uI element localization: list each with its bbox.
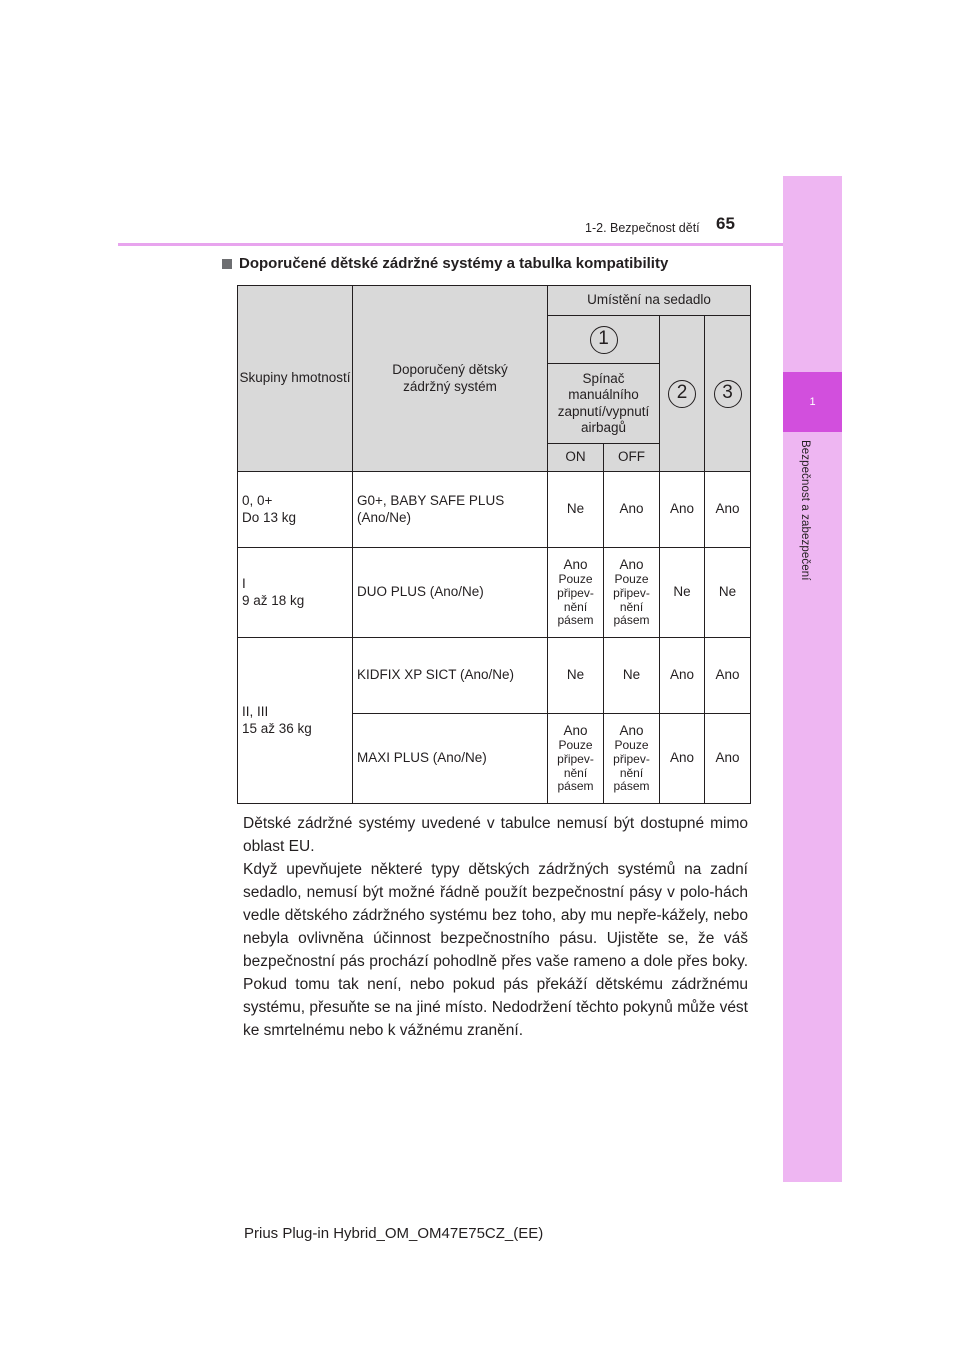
on-cell: Ne — [548, 472, 604, 548]
seat2-cell: Ano — [660, 638, 705, 714]
header-recommended-system: Doporučený dětský zádržný systém — [353, 286, 548, 472]
seat-2-circle-icon: 2 — [668, 380, 696, 408]
paragraph-availability: Dětské zádržné systémy uvedené v tabulce nemusí být dostupné mimo oblast EU. — [243, 815, 748, 855]
seat3-cell: Ano — [705, 638, 751, 714]
header-seat-2 — [660, 316, 705, 472]
chapter-title: Bezpečnost a zabezpečení — [799, 440, 811, 581]
on-cell: Ano Pouze připev-nění pásem — [548, 548, 604, 638]
header-seat-1 — [548, 316, 660, 364]
section-heading — [222, 255, 668, 272]
off-cell: Ano Pouze připev-nění pásem — [604, 714, 660, 804]
chapter-side-tab — [783, 176, 842, 1182]
weight-group-cell: 0, 0+ Do 13 kg — [238, 472, 353, 548]
chapter-number: 1 — [783, 372, 842, 432]
seat2-cell: Ne — [660, 548, 705, 638]
seat3-cell: Ano — [705, 714, 751, 804]
seat-1-circle-icon: 1 — [590, 326, 618, 354]
bullet-square-icon — [222, 259, 232, 269]
header-airbag-switch: Spínač manuálního zapnutí/vypnutí airbagů — [548, 364, 660, 444]
header-weight-group: Skupiny hmotností — [238, 286, 353, 472]
system-cell: MAXI PLUS (Ano/Ne) — [353, 714, 548, 804]
system-cell: KIDFIX XP SICT (Ano/Ne) — [353, 638, 548, 714]
table-row — [238, 548, 751, 638]
off-cell: Ne — [604, 638, 660, 714]
header-divider — [118, 243, 783, 246]
header-seat-position: Umístění na sedadlo — [548, 286, 751, 316]
footer-document-id: Prius Plug-in Hybrid_OM_OM47E75CZ_(EE) — [244, 1225, 544, 1242]
seat2-cell: Ano — [660, 714, 705, 804]
seat3-cell: Ano — [705, 472, 751, 548]
on-cell: Ano Pouze připev-nění pásem — [548, 714, 604, 804]
table-row — [238, 472, 751, 548]
seat3-cell: Ne — [705, 548, 751, 638]
paragraph-warning: Když upevňujete některé typy dětských zádržných systémů na zadní sedadlo, nemusí být možné řádně použít bezpečnostní pásy v polo-hách vedle dětského zádržného systému bez toho, aby mu nepře-kážely, nebo nebyla ovlivněna účinnost bezpečnostního pásu. Ujistěte se, že váš bezpečnostní pás prochází pohodlně přes vaše rameno a dole přes boky. Pokud tomu tak není, nebo pokud pás překáží dětskému zádržnému systému, přesuňte se na jiné místo. Nedodržení těchto pokynů může vést ke smrtelnému nebo k vážnému zranění. — [243, 861, 748, 1039]
on-cell: Ne — [548, 638, 604, 714]
table-row — [238, 638, 751, 714]
weight-group-cell: II, III 15 až 36 kg — [238, 638, 353, 804]
off-cell: Ano — [604, 472, 660, 548]
seat-3-circle-icon: 3 — [714, 380, 742, 408]
system-cell: DUO PLUS (Ano/Ne) — [353, 548, 548, 638]
heading-text: Doporučené dětské zádržné systémy a tabulka kompatibility — [239, 255, 669, 272]
header-on: ON — [548, 444, 604, 472]
weight-group-cell: I 9 až 18 kg — [238, 548, 353, 638]
seat2-cell: Ano — [660, 472, 705, 548]
page-number: 65 — [716, 214, 735, 233]
header-seat-3 — [705, 316, 751, 472]
system-cell: G0+, BABY SAFE PLUS (Ano/Ne) — [353, 472, 548, 548]
section-title: 1-2. Bezpečnost dětí — [585, 221, 700, 235]
compatibility-table — [237, 285, 751, 804]
header-off: OFF — [604, 444, 660, 472]
off-cell: Ano Pouze připev-nění pásem — [604, 548, 660, 638]
